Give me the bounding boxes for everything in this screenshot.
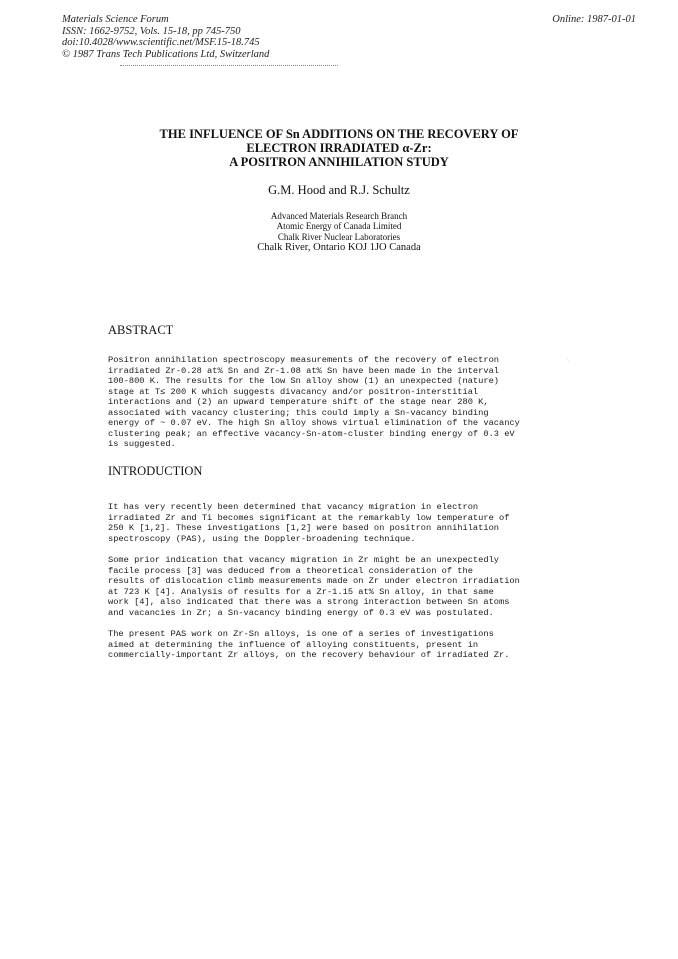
text-line: irradiated Zr-0.28 at% Sn and Zr-1.08 at% Sn have been made in the interval bbox=[108, 365, 500, 376]
text-line: clustering peak; an effective vacancy-Sn-atom-cluster binding energy of 0.3 eV bbox=[108, 428, 515, 439]
intro-paragraph-1 bbox=[108, 502, 528, 544]
text-line: The present PAS work on Zr-Sn alloys, is one of a series of investigations bbox=[108, 629, 494, 639]
text-line: energy of ~ 0.07 eV. The high Sn alloy shows virtual elimination of the vacancy bbox=[108, 418, 520, 428]
text-line: work [4], also indicated that there was a strong interaction between Sn atoms bbox=[108, 597, 510, 607]
text-line: facile process [3] was deduced from a theoretical consideration of the bbox=[108, 565, 473, 576]
text-line: spectroscopy (PAS), using the Doppler-broadening technique. bbox=[108, 533, 416, 544]
header-divider bbox=[120, 65, 338, 66]
online-date: Online: 1987-01-01 bbox=[552, 14, 636, 25]
title-line: A POSITRON ANNIHILATION STUDY bbox=[229, 155, 449, 169]
text-line: Positron annihilation spectroscopy measurements of the recovery of electron bbox=[108, 355, 500, 365]
title-line: THE INFLUENCE OF Sn ADDITIONS ON THE RECOVERY OF bbox=[159, 127, 519, 141]
text-line: Some prior indication that vacancy migration in Zr might be an unexpectedly bbox=[108, 555, 500, 565]
text-line: is suggested. bbox=[108, 439, 176, 449]
text-line: 100-800 K. The results for the low Sn alloy show (1) an unexpected (nature) bbox=[108, 376, 500, 386]
abstract-heading: ABSTRACT bbox=[108, 323, 174, 337]
scan-artifact: ` bbox=[567, 360, 570, 367]
text-line: interactions and (2) an upward temperature shift of the stage near 280 K, bbox=[108, 397, 489, 407]
affiliation-line: Advanced Materials Research Branch bbox=[270, 211, 408, 221]
text-line: results of dislocation climb measurements made on Zr under electron irradiation bbox=[108, 576, 520, 586]
text-line: at 723 K [4]. Analysis of results for a Zr-1.15 at% Sn alloy, in that same bbox=[108, 586, 494, 597]
text-line: irradiated Zr and Ti becomes significant at the remarkably low temperature of bbox=[108, 512, 510, 523]
text-line: 250 K [1,2]. These investigations [1,2] were based on positron annihilation bbox=[108, 523, 500, 533]
journal-name: Materials Science Forum bbox=[62, 14, 169, 25]
text-line: It has very recently been determined that vacancy migration in electron bbox=[108, 502, 479, 512]
introduction-heading: INTRODUCTION bbox=[108, 464, 203, 478]
abstract-text bbox=[108, 355, 528, 450]
affiliation bbox=[0, 211, 678, 254]
authors: G.M. Hood and R.J. Schultz bbox=[268, 183, 410, 197]
intro-paragraph-3 bbox=[108, 629, 528, 661]
title-line: ELECTRON IRRADIATED α-Zr: bbox=[246, 141, 432, 155]
paper-title bbox=[0, 127, 678, 169]
text-line: and vacancies in Zr; a Sn-vacancy binding energy of 0.3 eV was postulated. bbox=[108, 607, 494, 618]
copyright-line: © 1987 Trans Tech Publications Ltd, Switzerland bbox=[62, 48, 270, 60]
publication-header bbox=[62, 14, 636, 60]
affiliation-line: Chalk River Nuclear Laboratories bbox=[277, 231, 401, 242]
intro-paragraph-2 bbox=[108, 555, 528, 618]
doi-line[interactable]: doi:10.4028/www.scientific.net/MSF.15-18.745 bbox=[62, 37, 260, 48]
affiliation-line: Atomic Energy of Canada Limited bbox=[276, 221, 402, 232]
text-line: commercially-important Zr alloys, on the recovery behaviour of irradiated Zr. bbox=[108, 650, 510, 660]
text-line: associated with vacancy clustering; this could imply a Sn-vacancy binding bbox=[108, 407, 489, 418]
issn-line: ISSN: 1662-9752, Vols. 15-18, pp 745-750 bbox=[62, 25, 241, 37]
affiliation-line: Chalk River, Ontario KOJ 1JO Canada bbox=[257, 241, 421, 253]
citation-block bbox=[62, 14, 636, 60]
text-line: stage at T≤ 200 K which suggests divacancy and/or positron-interstitial bbox=[108, 386, 479, 397]
text-line: aimed at determining the influence of alloying constituents, present in bbox=[108, 639, 479, 650]
